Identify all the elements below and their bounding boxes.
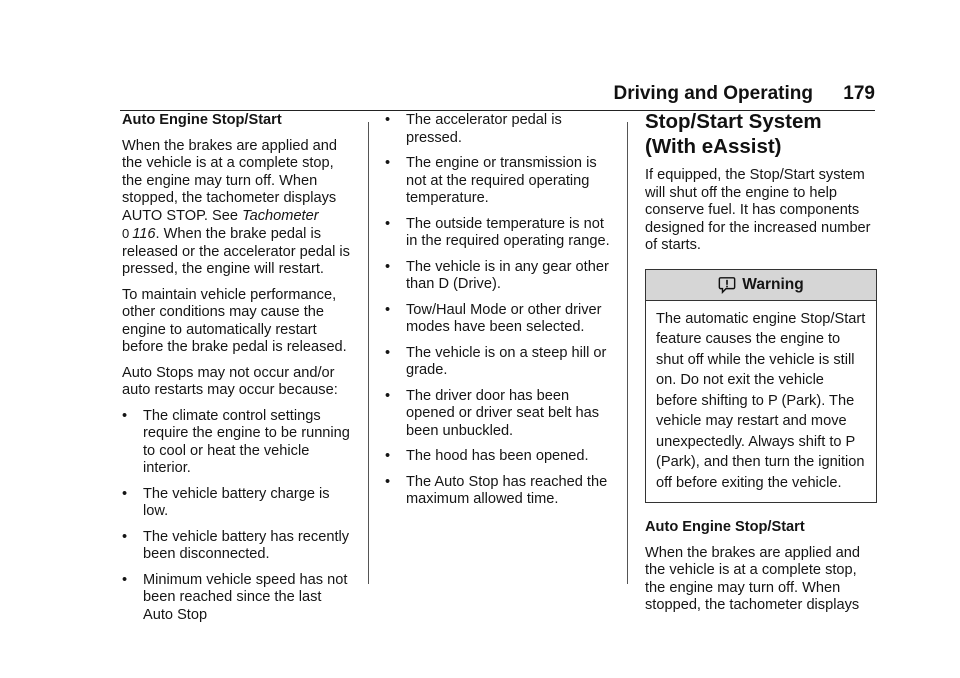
list-item (385, 259, 612, 294)
bullet-icon: • (385, 258, 391, 275)
page-number: 179 (843, 83, 875, 104)
list-item (122, 408, 354, 478)
bullet-icon: • (122, 528, 128, 545)
list-item-text: The vehicle battery has recently been disconnected. (143, 528, 350, 562)
tachometer-link[interactable]: Tachometer (242, 207, 319, 224)
paragraph-stop-start-intro: If equipped, the Stop/Start system will shut off the engine to help conserve fuel. It has components designed for the increased number of starts. (645, 167, 871, 253)
column-1 (122, 112, 354, 632)
column-divider-left (368, 122, 369, 584)
column-2 (385, 112, 612, 517)
list-item (385, 216, 612, 251)
list-item-text: The accelerator pedal is pressed. (406, 112, 562, 146)
list-item (385, 302, 612, 337)
bullet-icon: • (385, 387, 391, 404)
paragraph-auto-stop-eassist: When the brakes are applied and the vehicle is at a complete stop, the engine may turn off. When stopped, the tachometer displays (645, 544, 860, 613)
column-3 (645, 112, 877, 623)
list-item-text: The engine or transmission is not at the required operating temperature. (406, 155, 597, 206)
bullet-icon: • (385, 473, 391, 490)
bullet-list-col1 (122, 408, 354, 625)
bullet-icon: • (385, 112, 391, 128)
tachometer-page-ref[interactable]: 116 (132, 226, 156, 242)
list-item (385, 388, 612, 441)
list-item (122, 572, 354, 625)
column-divider-right (627, 122, 628, 584)
bullet-icon: • (122, 485, 128, 502)
list-item (122, 529, 354, 564)
list-item (385, 474, 612, 509)
bullet-list-col2 (385, 112, 612, 509)
list-item-text: The hood has been opened. (406, 448, 589, 464)
warning-speech-bubble-icon (718, 276, 736, 294)
paragraph-auto-stops-because: Auto Stops may not occur and/or auto restarts may occur because: (122, 364, 338, 398)
list-item-text: The driver door has been opened or driver seat belt has been unbuckled. (406, 387, 600, 439)
bullet-icon: • (385, 448, 391, 464)
subheading-auto-engine-stop-start-2: Auto Engine Stop/Start (645, 519, 805, 535)
para1-tail: . When the brake pedal is released or the accelerator pedal is pressed, the engine will restart. (122, 226, 350, 277)
list-item-text: The Auto Stop has reached the maximum allowed time. (406, 473, 608, 507)
warning-header (646, 270, 876, 301)
list-item-text: Minimum vehicle speed has not been reached since the last Auto Stop (143, 571, 348, 623)
list-item (385, 155, 612, 208)
list-item (385, 345, 612, 380)
list-item-text: Tow/Haul Mode or other driver modes have been selected. (406, 301, 602, 335)
list-item-text: The vehicle battery charge is low. (143, 485, 330, 519)
warning-body: The automatic engine Stop/Start feature causes the engine to shut off while the vehicle is still on. Do not exit the vehicle before shifting to P (Park). The vehicle may restart and move unexpectedly. Always shift to P (Park), and then turn the ignition off before exiting the vehicle. (656, 310, 866, 491)
section-heading-stop-start-eassist: Stop/Start System (With eAssist) (645, 110, 822, 158)
list-item (122, 486, 354, 521)
bullet-icon: • (385, 155, 391, 171)
paragraph-vehicle-performance: To maintain vehicle performance, other conditions may cause the engine to automatically restart before the brake pedal is released. (122, 286, 347, 355)
paragraph-auto-stop-intro (122, 138, 354, 279)
list-item-text: The vehicle is on a steep hill or grade. (406, 344, 607, 378)
warning-box (645, 269, 877, 504)
bullet-icon: • (122, 571, 128, 588)
bullet-icon: • (385, 215, 391, 232)
subheading-auto-engine-stop-start: Auto Engine Stop/Start (122, 112, 282, 128)
bullet-icon: • (385, 301, 391, 318)
list-item-text: The outside temperature is not in the required operating range. (406, 215, 610, 249)
para1-text: When the brakes are applied and the vehicle is at a complete stop, the engine may turn off. When stopped, the tachometer displays AUTO STOP. See (122, 137, 337, 224)
section-title-header: Driving and Operating (613, 83, 813, 104)
bullet-icon: • (122, 407, 128, 424)
list-item-text: The vehicle is in any gear other than D (Drive). (406, 258, 609, 292)
list-item-text: The climate control settings require the engine to be running to cool or heat the vehicle interior. (143, 407, 350, 476)
page-header (120, 80, 875, 111)
cross-reference-icon: 0 (122, 226, 130, 241)
list-item (385, 112, 612, 147)
list-item (385, 448, 612, 466)
bullet-icon: • (385, 344, 391, 361)
warning-label: Warning (742, 275, 804, 293)
